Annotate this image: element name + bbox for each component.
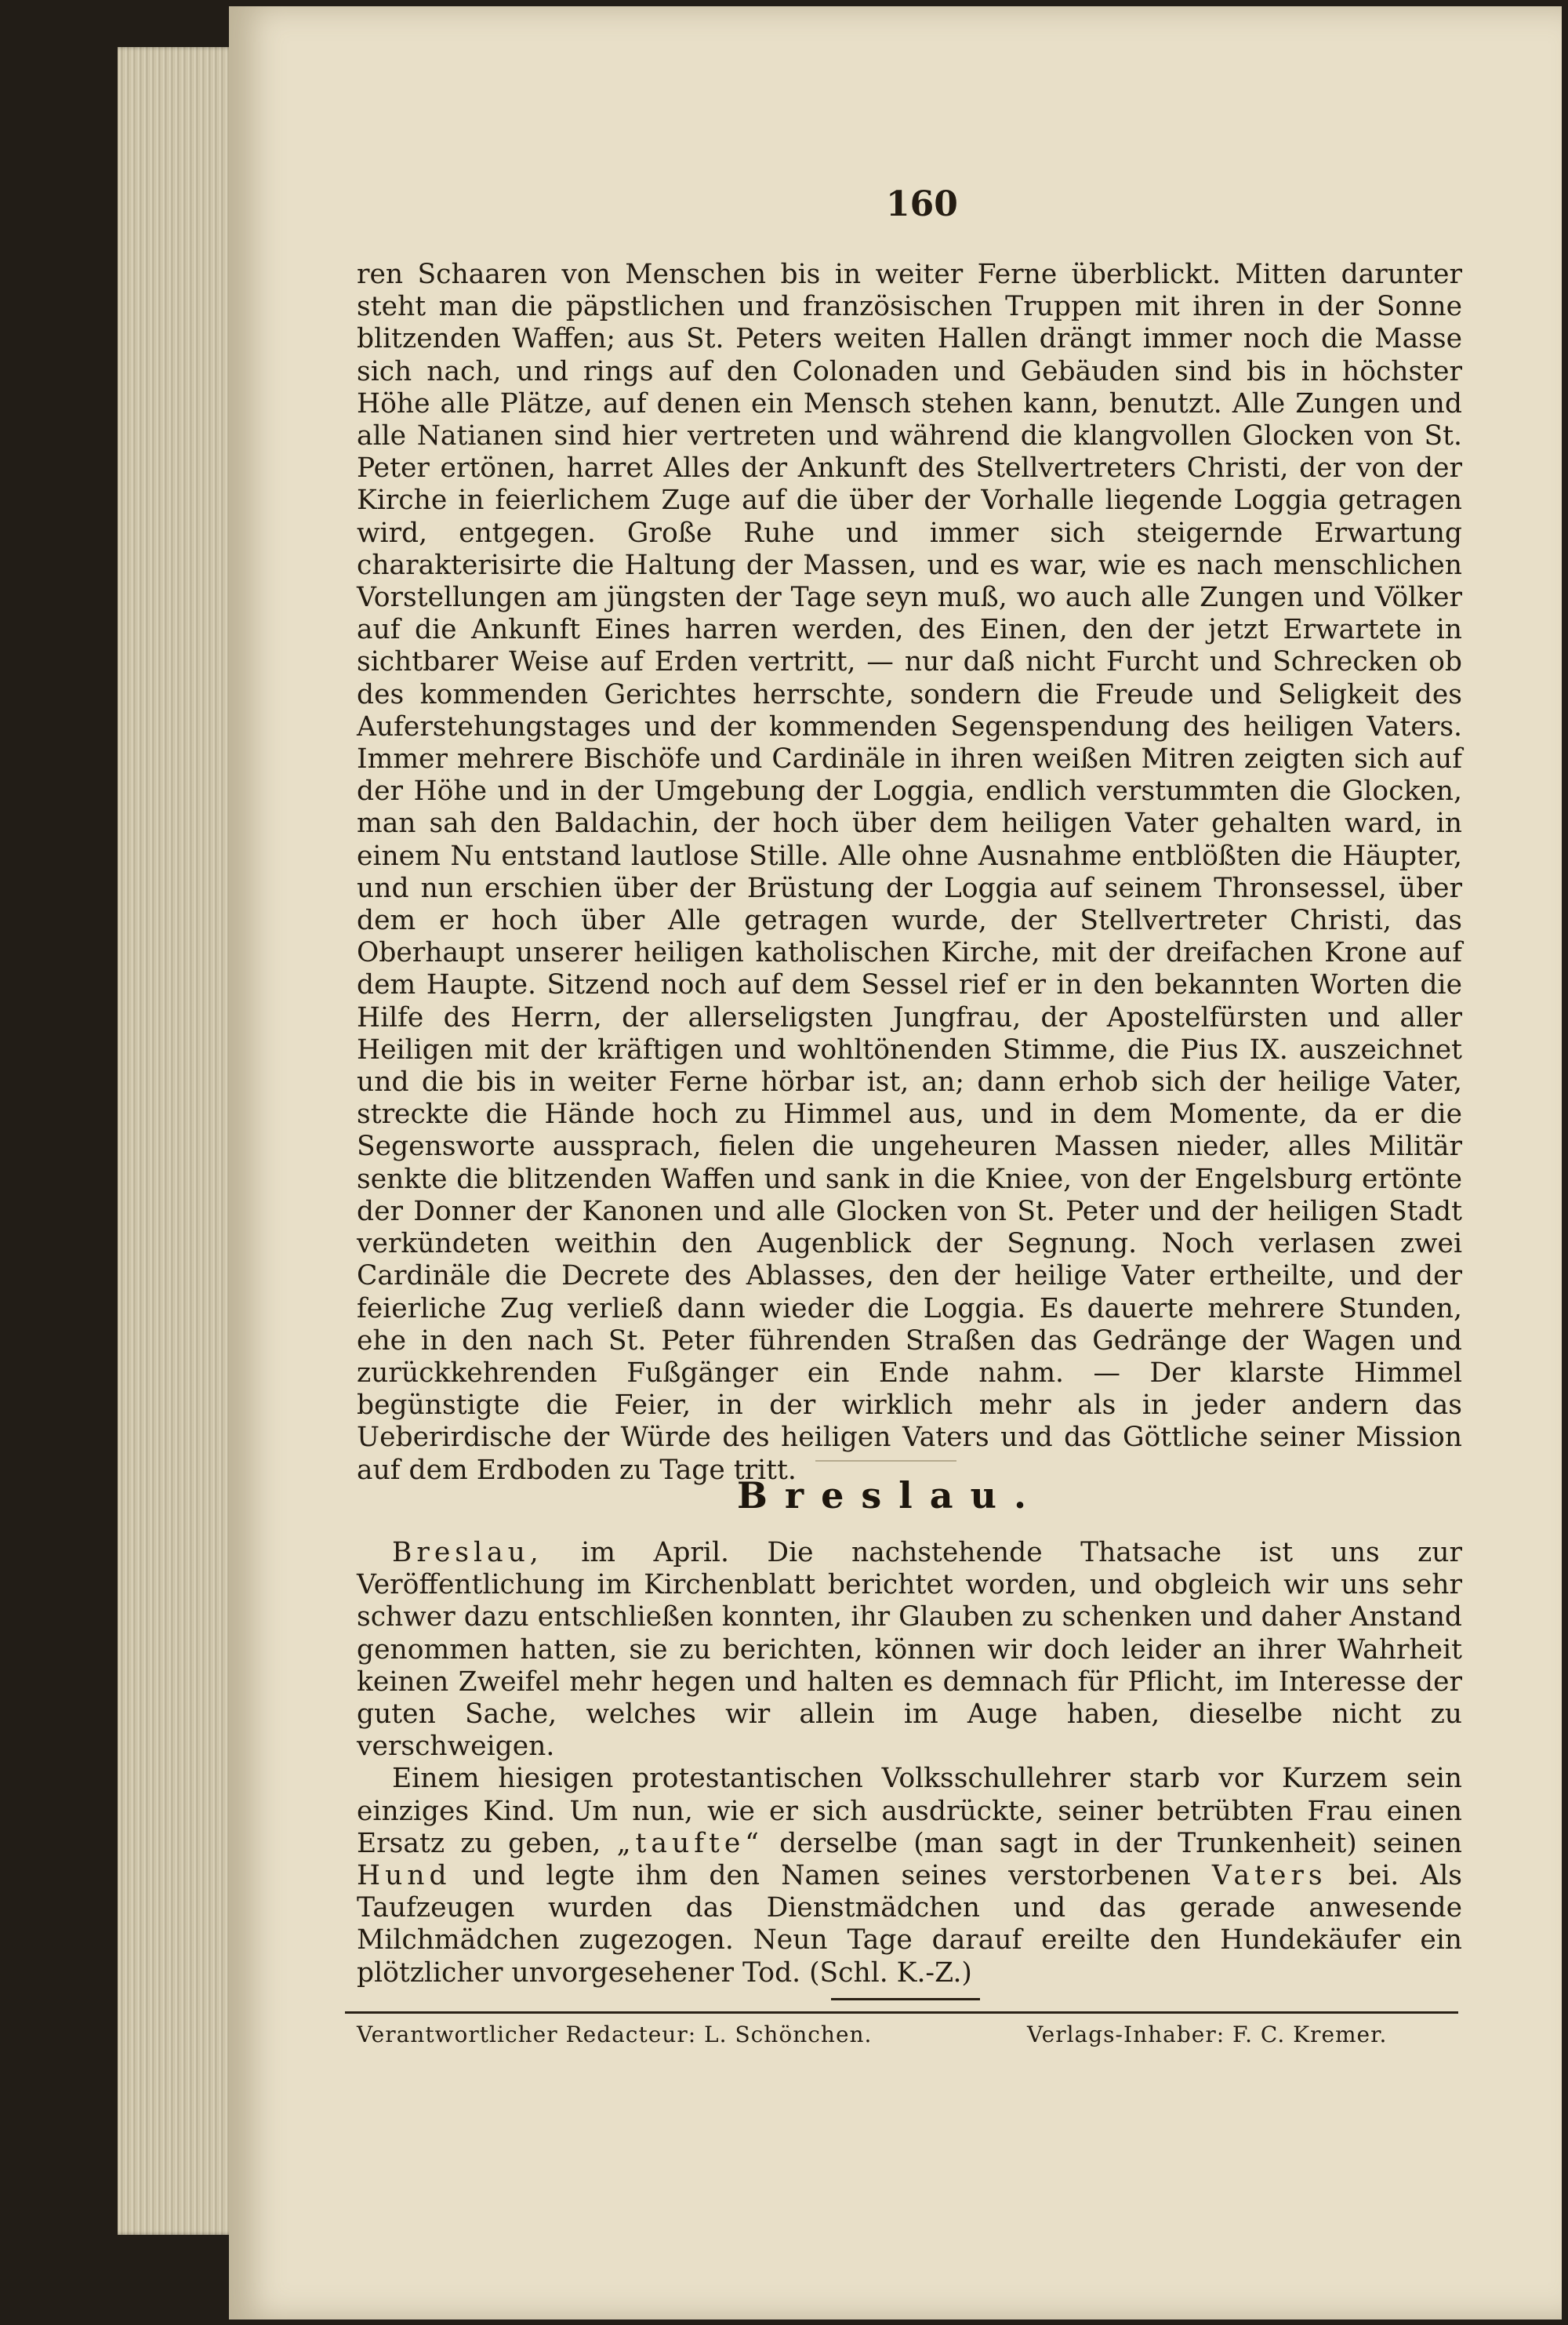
breslau-paragraph-1	[357, 1537, 1462, 1763]
page-edges	[118, 47, 235, 2235]
breslau-article	[357, 1537, 1462, 1989]
footer-divider	[345, 2011, 1458, 2014]
breslau-text-2b: derselbe (man sagt in der Trunkenheit) seinen	[779, 1827, 1463, 1859]
breslau-text-2d: bei. Als Taufzeugen wurden das Dienstmädchen und das gerade anwesende Milchmädchen zugezogen. Neun Tage darauf ereilte den Hundekäufer ein plötzlicher unvorgesehener Tod. (Schl. K.-Z.)	[357, 1860, 1463, 1989]
breslau-paragraph-2	[357, 1763, 1462, 1989]
emphasis-taufte: „taufte“	[616, 1827, 764, 1859]
dateline: Breslau,	[392, 1537, 543, 1568]
faint-divider	[815, 1460, 956, 1462]
footer-editor: Verantwortlicher Redacteur: L. Schönchen.	[357, 2022, 873, 2047]
article-body	[357, 259, 1462, 1487]
emphasis-vaters: Vaters	[1211, 1860, 1327, 1892]
footer-publisher: Verlags-Inhaber: F. C. Kremer.	[1027, 2022, 1388, 2047]
breslau-text-2a: Einem hiesigen protestantischen Volksschullehrer starb vor Kurzem sein einziges Kind. Um nun, wie er sich ausdrückte, seiner betrübten Frau einen Ersatz zu geben,	[357, 1763, 1462, 1859]
article-paragraph: ren Schaaren von Menschen bis in weiter Ferne überblickt. Mitten darunter steht man die päpstlichen und französischen Truppen mit ihren in der Sonne blitzenden Waffen; aus St. Peters weiten Hallen drängt immer noch die Masse sich nach, und rings auf den Colonaden und Gebäuden sind bis in höchster Höhe alle Plätze, auf denen ein Mensch stehen kann, benutzt. Alle Zungen und alle Natianen sind hier vertreten und während die klangvollen Glocken von St. Peter ertönen, harret Alles der Ankunft des Stellvertreters Christi, der von der Kirche in feierlichem Zuge auf die über der Vorhalle liegende Loggia getragen wird, entgegen. Große Ruhe und immer sich steigernde Erwartung charakterisirte die Haltung der Massen, und es war, wie es nach menschlichen Vorstellungen am jüngsten der Tage seyn muß, wo auch alle Zungen und Völker auf die Ankunft Eines harren werden, des Einen, den der jetzt Erwartete in sichtbarer Weise auf Erden vertritt, — nur daß nicht Furcht und Schrecken ob des kommenden Gerichtes herrschte, sondern die Freude und Seligkeit des Auferstehungstages und der kommenden Segenspendung des heiligen Vaters. Immer mehrere Bischöfe und Cardinäle in ihren weißen Mitren zeigten sich auf der Höhe und in der Umgebung der Loggia, endlich verstummten die Glocken, man sah den Baldachin, der hoch über dem heiligen Vater gehalten ward, in einem Nu entstand lautlose Stille. Alle ohne Ausnahme entblößten die Häupter, und nun erschien über der Brüstung der Loggia auf seinem Thronsessel, über dem er hoch über Alle getragen wurde, der Stellvertreter Christi, das Oberhaupt unserer heiligen katholischen Kirche, mit der dreifachen Krone auf dem Haupte. Sitzend noch auf dem Sessel rief er in den bekannten Worten die Hilfe des Herrn, der allerseligsten Jungfrau, der Apostelfürsten und aller Heiligen mit der kräftigen und wohltönenden Stimme, die Pius IX. auszeichnet und die bis in weiter Ferne hörbar ist, an; dann erhob sich der heilige Vater, streckte die Hände hoch zu Himmel aus, und in dem Momente, da er die Segensworte aussprach, fielen die ungeheuren Massen nieder, alles Militär senkte die blitzenden Waffen und sank in die Kniee, von der Engelsburg ertönte der Donner der Kanonen und alle Glocken von St. Peter und der heiligen Stadt verkündeten weithin den Augenblick der Segnung. Noch verlasen zwei Cardinäle die Decrete des Ablasses, den der heilige Vater ertheilte, und der feierliche Zug verließ dann wieder die Loggia. Es dauerte mehrere Stunden, ehe in den nach St. Peter führenden Straßen das Gedränge der Wagen und zurückkehrenden Fußgänger ein Ende nahm. — Der klarste Himmel begünstigte die Feier, in der wirklich mehr als in jeder andern das Ueberirdische der Würde des heiligen Vaters und das Göttliche seiner Mission auf dem Erdboden zu Tage tritt.	[357, 259, 1462, 1486]
breslau-text-1: im April. Die nachstehende Thatsache ist uns zur Veröffentlichung im Kirchenblatt berichtet worden, und obgleich wir uns sehr schwer dazu entschließen konnten, ihr Glauben zu schenken und daher Anstand genommen hatten, sie zu berichten, können wir doch leider an ihrer Wahrheit keinen Zweifel mehr hegen und halten es demnach für Pflicht, im Interesse der guten Sache, welches wir allein im Auge haben, dieselbe nicht zu verschweigen.	[357, 1537, 1463, 1763]
short-divider	[831, 1998, 980, 2000]
emphasis-hund: Hund	[357, 1860, 452, 1892]
section-title: Breslau.	[737, 1474, 1044, 1517]
breslau-text-2c: und legte ihm den Namen seines verstorbenen	[472, 1860, 1191, 1892]
page-number: 160	[886, 184, 958, 224]
